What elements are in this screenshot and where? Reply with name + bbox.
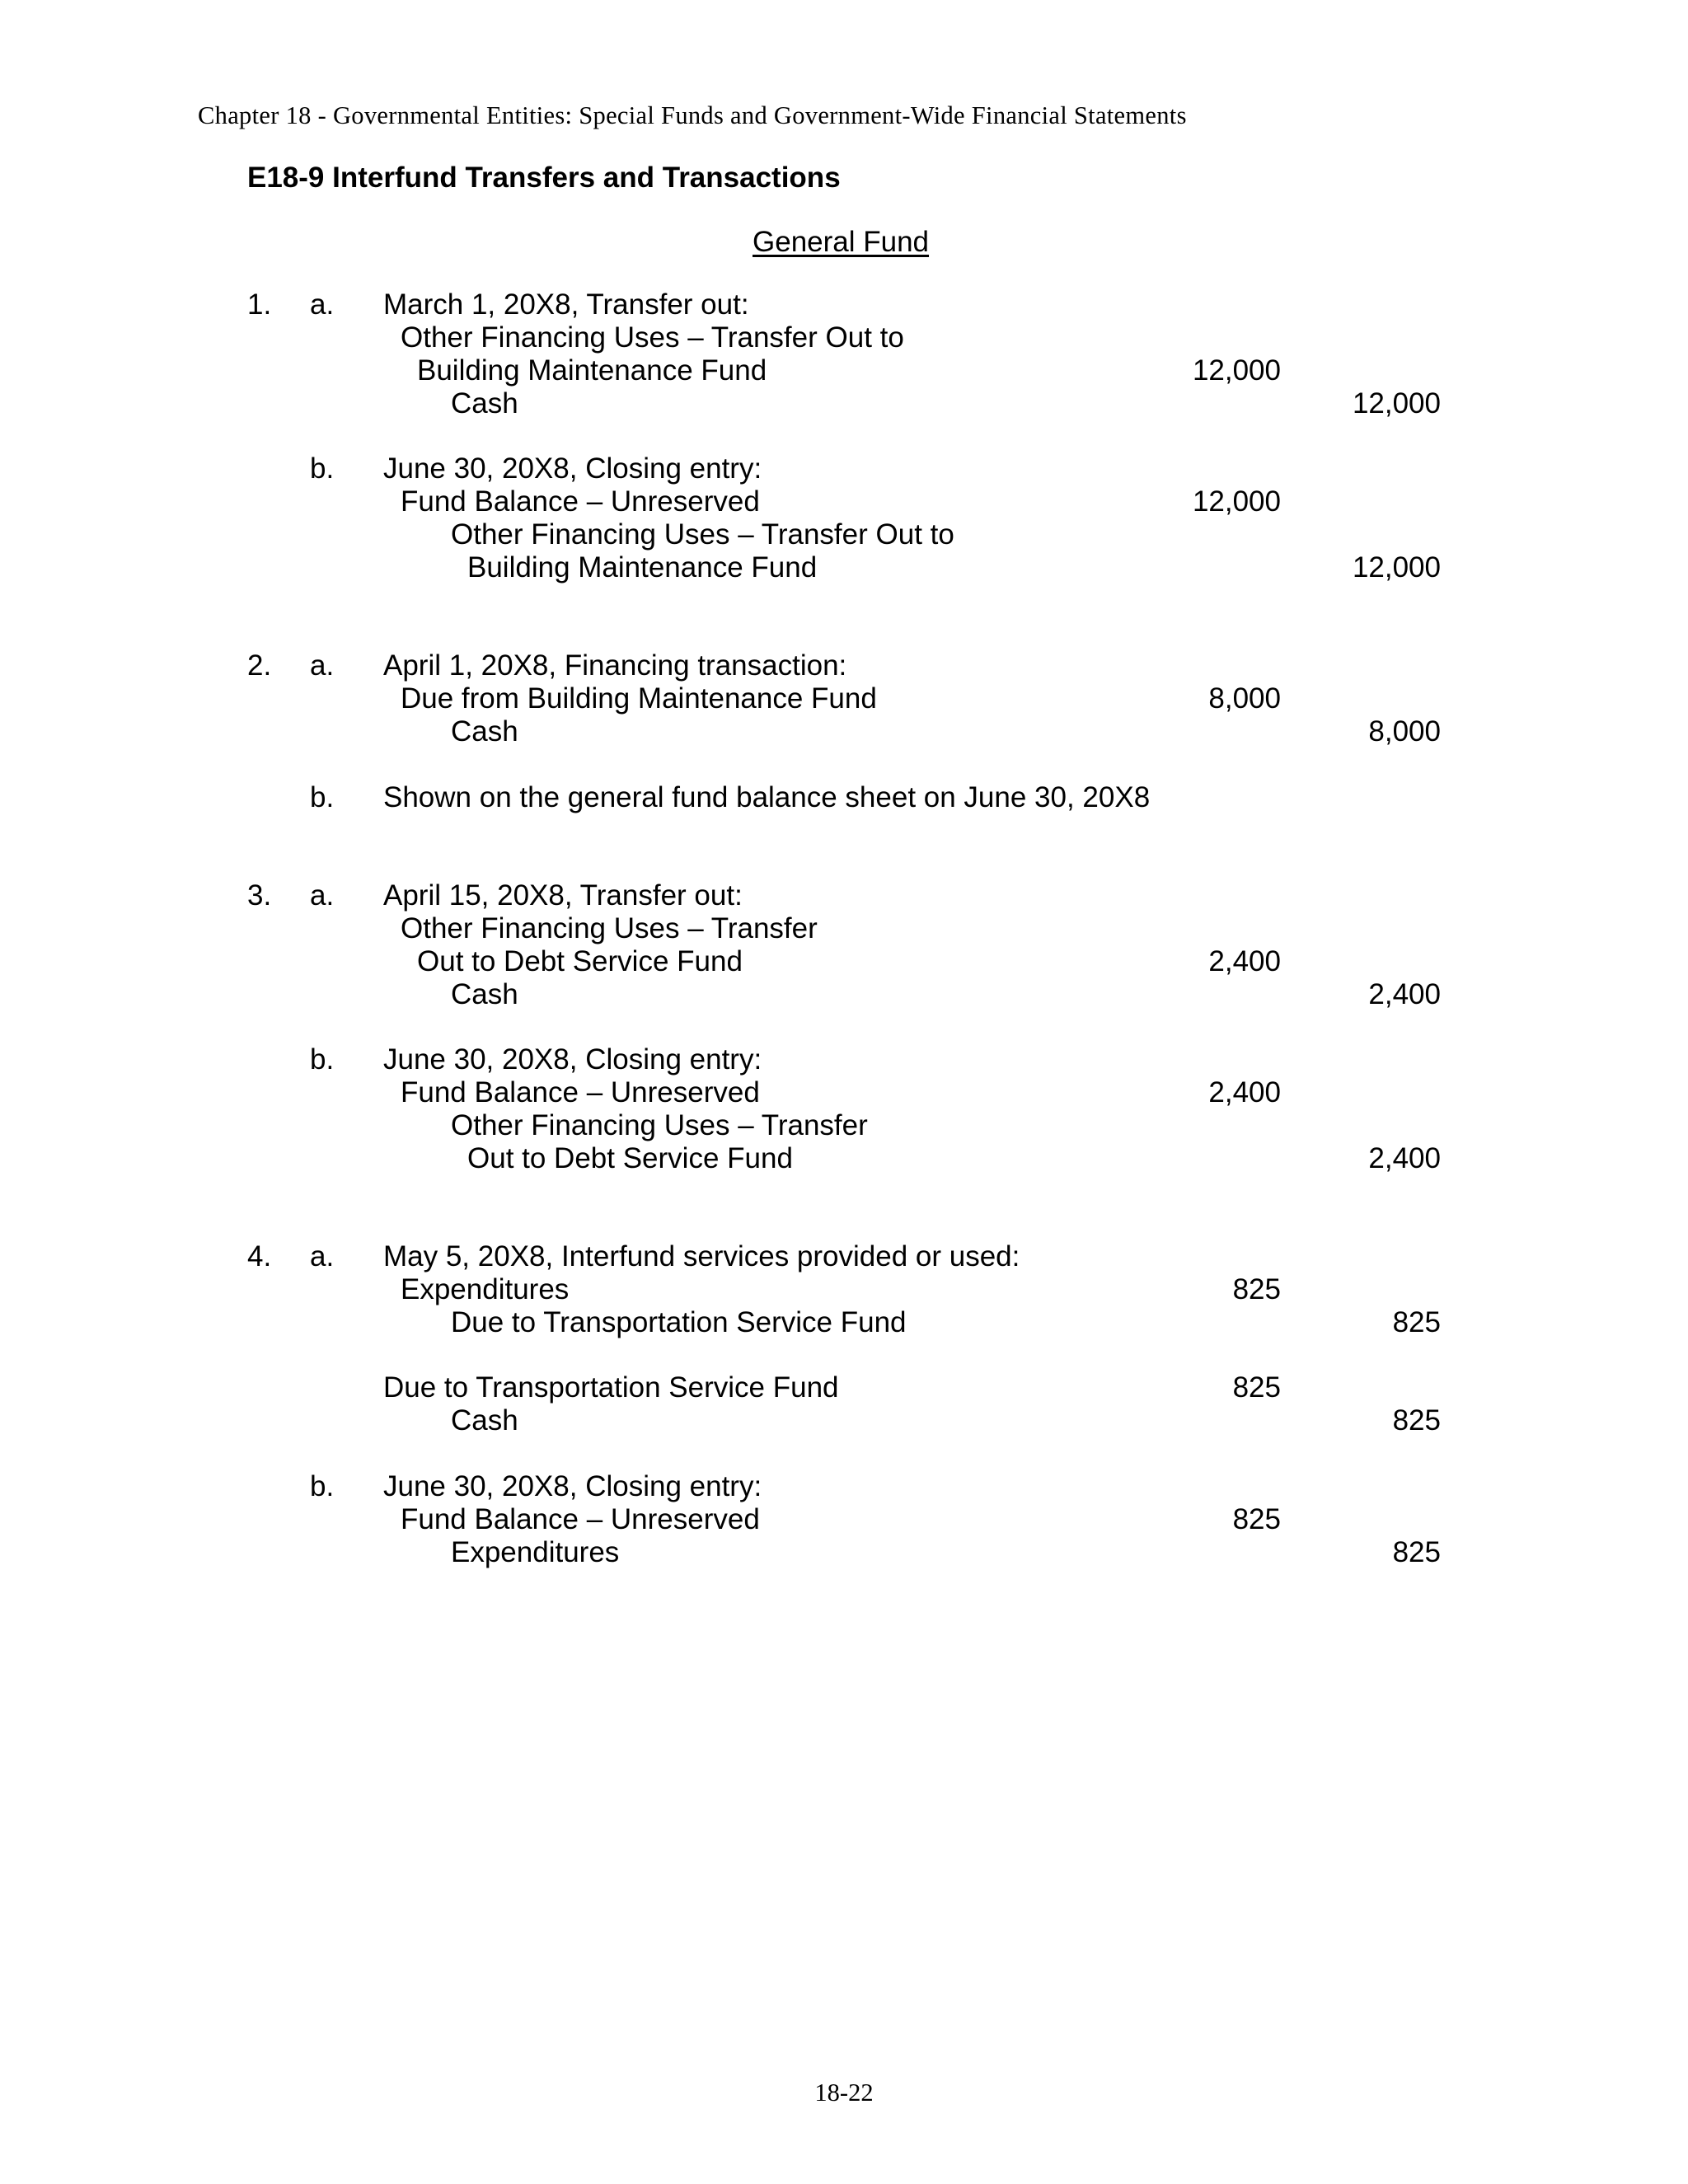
credit-amount: 825 bbox=[1392, 1306, 1441, 1338]
part-letter: a. bbox=[310, 649, 335, 682]
debit-amount: 8,000 bbox=[1208, 682, 1281, 715]
debit-amount: 12,000 bbox=[1192, 485, 1281, 518]
item-number: 2. bbox=[247, 649, 272, 682]
account-debit: Due from Building Maintenance Fund bbox=[401, 682, 877, 715]
entry-description: June 30, 20X8, Closing entry: bbox=[383, 1043, 762, 1076]
part-letter: a. bbox=[310, 288, 335, 321]
account-credit: Out to Debt Service Fund bbox=[467, 1142, 793, 1174]
debit-amount: 2,400 bbox=[1208, 945, 1281, 977]
account-credit: Other Financing Uses – Transfer bbox=[451, 1109, 868, 1141]
credit-amount: 12,000 bbox=[1352, 551, 1441, 583]
debit-amount: 825 bbox=[1232, 1273, 1281, 1305]
entry-description: April 15, 20X8, Transfer out: bbox=[383, 879, 743, 912]
entry-description: June 30, 20X8, Closing entry: bbox=[383, 452, 762, 485]
entry-description: April 1, 20X8, Financing transaction: bbox=[383, 649, 847, 682]
item-number: 1. bbox=[247, 288, 272, 321]
credit-amount: 825 bbox=[1392, 1404, 1441, 1436]
account-debit: Fund Balance – Unreserved bbox=[401, 1503, 760, 1535]
part-letter: b. bbox=[310, 781, 335, 813]
entry-description: Shown on the general fund balance sheet on June 30, 20X8 bbox=[383, 781, 1151, 813]
account-credit: Building Maintenance Fund bbox=[467, 551, 818, 583]
account-credit: Expenditures bbox=[451, 1536, 620, 1568]
item-number: 4. bbox=[247, 1240, 272, 1272]
debit-amount: 825 bbox=[1232, 1371, 1281, 1404]
part-letter: b. bbox=[310, 1043, 335, 1076]
part-letter: a. bbox=[310, 1240, 335, 1272]
fund-heading: General Fund bbox=[753, 226, 930, 258]
account-credit: Cash bbox=[451, 978, 518, 1010]
item-number: 3. bbox=[247, 879, 272, 912]
account-debit: Other Financing Uses – Transfer bbox=[401, 912, 818, 944]
entry-description: May 5, 20X8, Interfund services provided or used: bbox=[383, 1240, 1020, 1272]
page-number: 18-22 bbox=[814, 2079, 874, 2107]
entry-description: June 30, 20X8, Closing entry: bbox=[383, 1470, 762, 1502]
part-letter: b. bbox=[310, 452, 335, 485]
account-debit: Expenditures bbox=[401, 1273, 570, 1305]
account-credit: Cash bbox=[451, 1404, 518, 1436]
entry-description: March 1, 20X8, Transfer out: bbox=[383, 288, 749, 321]
part-letter: a. bbox=[310, 879, 335, 912]
account-debit: Fund Balance – Unreserved bbox=[401, 485, 760, 518]
part-letter: b. bbox=[310, 1470, 335, 1502]
account-debit: Due to Transportation Service Fund bbox=[383, 1371, 839, 1404]
credit-amount: 2,400 bbox=[1368, 978, 1441, 1010]
debit-amount: 2,400 bbox=[1208, 1076, 1281, 1108]
account-credit: Other Financing Uses – Transfer Out to bbox=[451, 518, 954, 551]
account-debit: Building Maintenance Fund bbox=[417, 354, 767, 387]
debit-amount: 12,000 bbox=[1192, 354, 1281, 387]
account-debit: Fund Balance – Unreserved bbox=[401, 1076, 760, 1108]
page-header: Chapter 18 - Governmental Entities: Special Funds and Government-Wide Financial Statements bbox=[198, 101, 1187, 129]
account-debit: Other Financing Uses – Transfer Out to bbox=[401, 321, 904, 354]
credit-amount: 12,000 bbox=[1352, 387, 1441, 419]
exercise-title: E18-9 Interfund Transfers and Transactions bbox=[247, 162, 841, 194]
credit-amount: 825 bbox=[1392, 1536, 1441, 1568]
account-credit: Due to Transportation Service Fund bbox=[451, 1306, 907, 1338]
credit-amount: 8,000 bbox=[1368, 715, 1441, 748]
debit-amount: 825 bbox=[1232, 1503, 1281, 1535]
account-debit: Out to Debt Service Fund bbox=[417, 945, 743, 977]
account-credit: Cash bbox=[451, 715, 518, 748]
credit-amount: 2,400 bbox=[1368, 1142, 1441, 1174]
account-credit: Cash bbox=[451, 387, 518, 419]
